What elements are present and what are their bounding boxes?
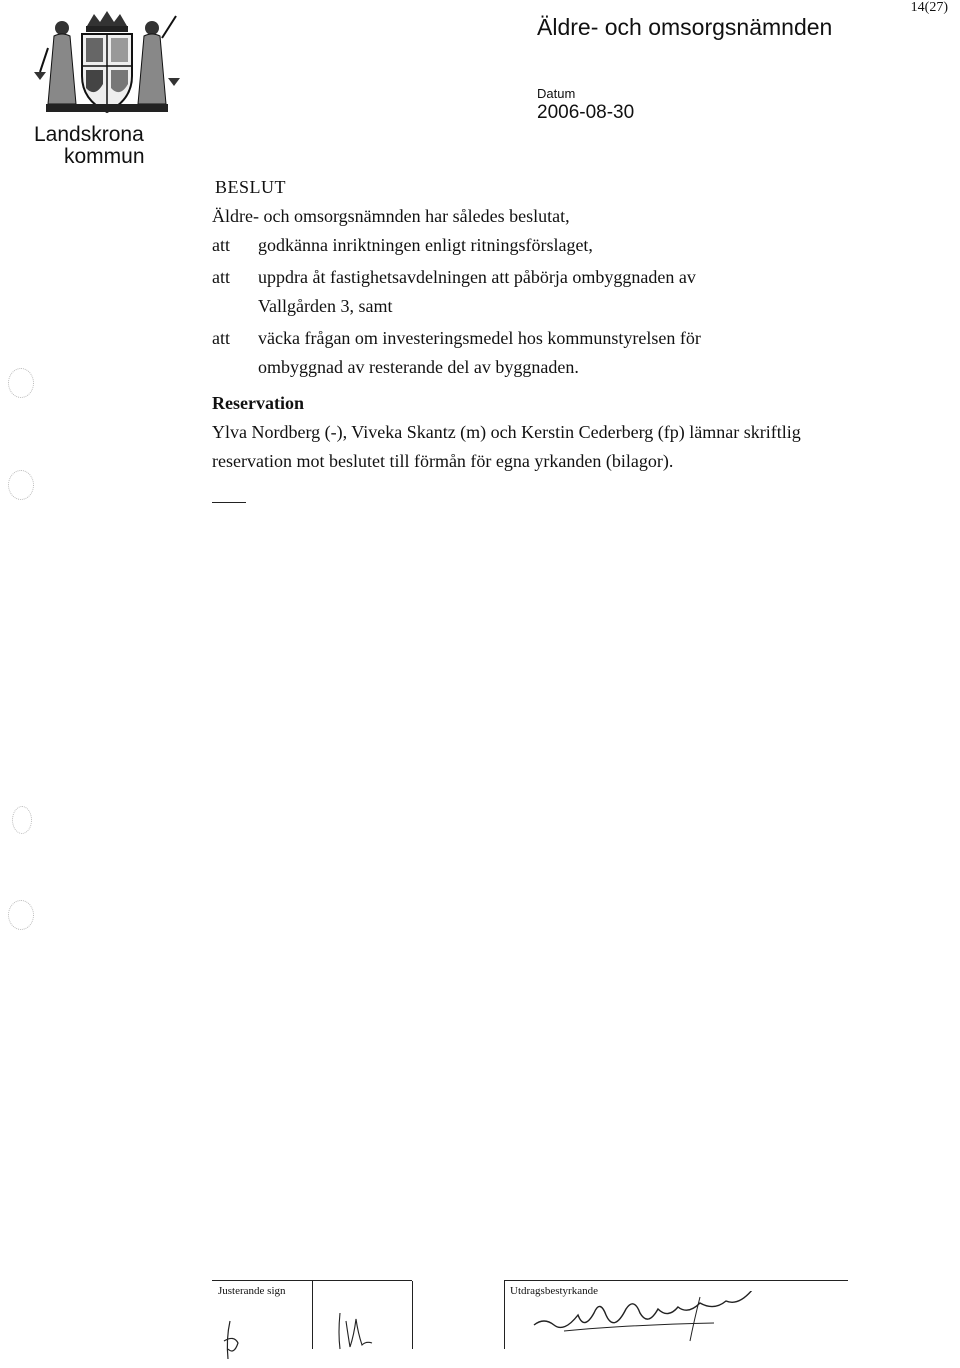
date-label: Datum <box>537 86 576 101</box>
scan-artifact <box>8 900 34 930</box>
scan-artifact <box>8 470 34 500</box>
justerande-box <box>212 1280 412 1368</box>
decision-heading: BESLUT <box>215 177 287 197</box>
certification-signature <box>504 1291 848 1361</box>
date-value: 2006-08-30 <box>537 102 635 123</box>
end-divider <box>212 502 246 503</box>
organization-title: Äldre- och omsorgsnämnden <box>537 14 833 40</box>
item-text: godkänna inriktningen enligt ritningsförslaget, <box>258 235 593 255</box>
decision-item <box>212 263 912 321</box>
utdrag-label: Utdragsbestyrkande <box>510 1285 598 1297</box>
justerande-label: Justerande sign <box>218 1285 286 1297</box>
page-number: 14(27) <box>910 0 948 15</box>
signature-footer <box>212 1280 848 1367</box>
reservation-heading: Reservation <box>212 393 304 413</box>
reservation-text: Ylva Nordberg (-), Viveka Skantz (m) och Kerstin Cederberg (fp) lämnar skriftlig reservation mot beslutet till förmån för egna yrkanden (bilagor). <box>212 422 801 471</box>
initials-signature <box>212 1301 412 1368</box>
item-prefix: att <box>212 235 230 255</box>
item-text: uppdra åt fastighetsavdelningen att påbörja ombyggnaden av Vallgården 3, samt <box>258 267 696 316</box>
municipality-subname: kommun <box>64 145 145 168</box>
scan-artifact <box>8 368 34 398</box>
decision-item <box>212 324 912 382</box>
document-body <box>212 173 912 503</box>
decision-intro: Äldre- och omsorgsnämnden har således beslutat, <box>212 206 570 226</box>
scan-artifact <box>12 806 32 834</box>
municipality-name: Landskrona <box>34 123 144 146</box>
municipality-logo <box>22 8 192 168</box>
item-prefix: att <box>212 328 230 348</box>
item-prefix: att <box>212 267 230 287</box>
utdrag-box <box>504 1280 848 1368</box>
coat-of-arms-icon <box>32 8 182 120</box>
decision-item <box>212 231 912 260</box>
item-text: väcka frågan om investeringsmedel hos kommunstyrelsen för ombyggnad av resterande del av byggnaden. <box>258 328 701 377</box>
